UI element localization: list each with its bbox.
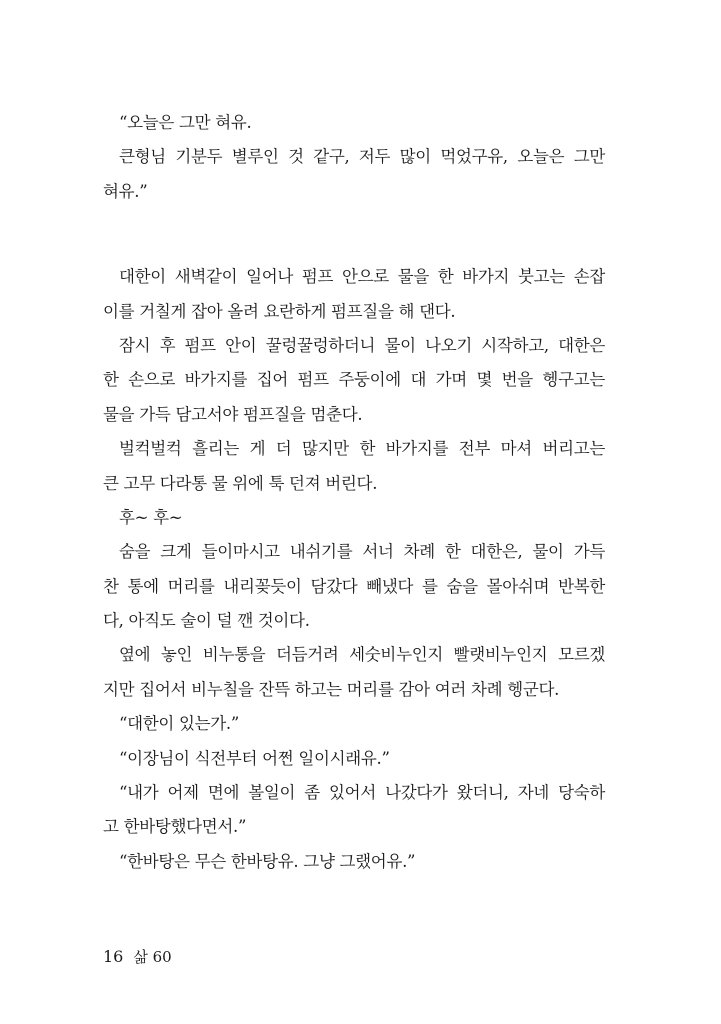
text-line: “내가 어제 면에 볼일이 좀 있어서 나갔다가 왔더니, 자네 당숙하 [119,783,605,803]
text-line: 큰 고무 다라통 물 위에 툭 던져 버린다. [103,473,378,493]
text-line: 혀유.” [103,181,148,201]
text-line: 찬 통에 머리를 내리꽂듯이 담갔다 빼냈다 를 숨을 몰아쉬며 반복한 [103,576,605,596]
text-line: 다, 아직도 술이 덜 깬 것이다. [103,611,310,631]
narrative-block [103,260,605,879]
text-line: 한 손으로 바가지를 집어 펌프 주둥이에 대 가며 몇 번을 헹구고는 [103,370,605,390]
text-line: 대한이 새벽같이 일어나 펌프 안으로 물을 한 바가지 붓고는 손잡 [119,267,605,287]
text-line: “이장님이 식전부터 어쩐 일이시래유.” [119,748,390,768]
text-line: 고 한바탕했다면서.” [103,817,247,837]
text-line: 후~ 후~ [119,507,183,527]
page-body [103,106,605,879]
text-line: “대한이 있는가.” [119,714,239,734]
book-title: 삶 60 [133,948,172,966]
text-line: 물을 가득 담고서야 펌프질을 멈춘다. [103,404,363,424]
text-line: 벌컥벌컥 흘리는 게 더 많지만 한 바가지를 전부 마셔 버리고는 [119,439,605,459]
text-line: “오늘은 그만 혀유. [119,113,252,132]
text-line: 큰형님 기분두 별루인 것 같구, 저두 많이 먹었구유, 오늘은 그만 [119,147,605,167]
text-line: 숨을 크게 들이마시고 내쉬기를 서너 차례 한 대한은, 물이 가득 [119,542,605,562]
section-gap [103,209,605,260]
text-line: 지만 집어서 비누칠을 잔뜩 하고는 머리를 감아 여러 차례 헹군다. [103,679,560,699]
text-line: 이를 거칠게 잡아 올려 요란하게 펌프질을 해 댄다. [103,301,456,321]
text-line: “한바탕은 무슨 한바탕유. 그냥 그랬어유.” [119,851,416,871]
text-line: 잠시 후 펌프 안이 꿀렁꿀렁하더니 물이 나오기 시작하고, 대한은 [119,335,605,355]
dialogue-block [103,106,605,209]
page-footer [103,946,172,967]
page-number: 16 [103,947,124,966]
text-line: 옆에 놓인 비누통을 더듬거려 세숫비누인지 빨랫비누인지 모르겠 [119,645,605,665]
